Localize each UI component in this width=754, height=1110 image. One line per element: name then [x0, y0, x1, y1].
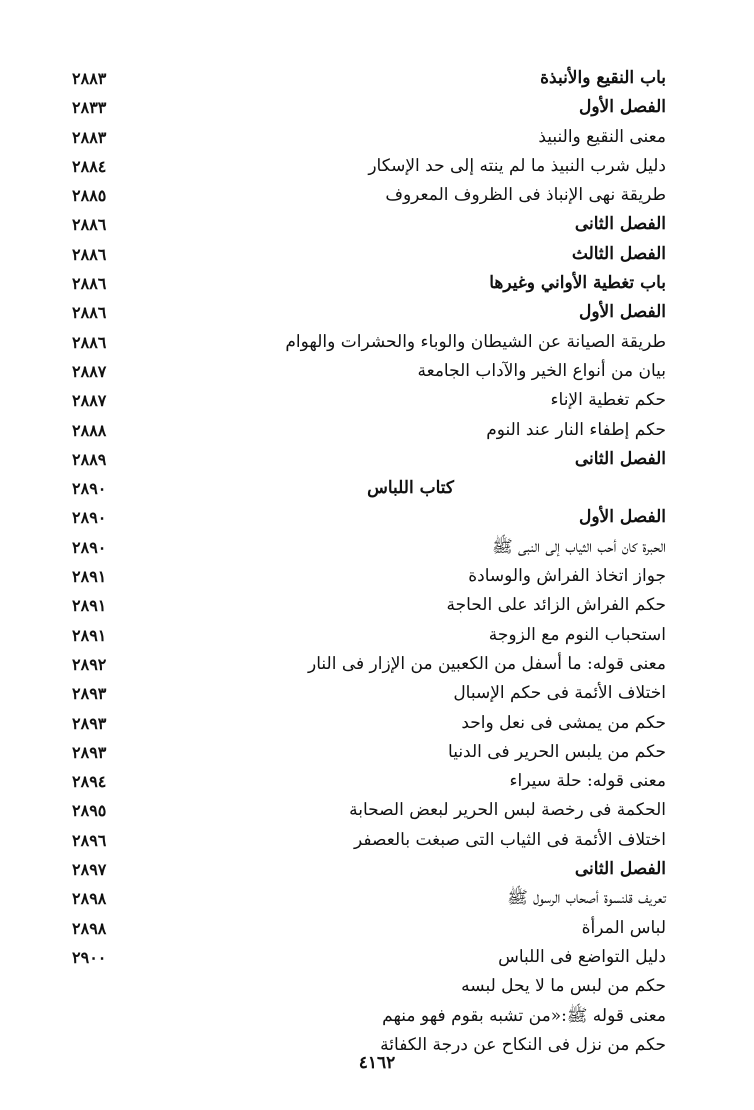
toc-entry-page-number: ٢٨٩١	[72, 625, 107, 645]
toc-row	[0, 884, 754, 913]
section-heading: الفصل الثالث	[571, 243, 666, 264]
toc-entry-page-number: ٢٩٠٠	[72, 947, 107, 967]
toc-entry-page-number: ٢٨٩٢	[72, 654, 107, 674]
section-heading: الفصل الثانى	[574, 214, 666, 235]
toc-entry-title: دليل التواضع فى اللباس	[498, 946, 666, 967]
toc-row	[0, 943, 754, 972]
toc-row	[0, 445, 754, 474]
book-heading: كتاب اللباس	[367, 478, 454, 499]
toc-entry-page-number: ٢٨٩٨	[72, 918, 107, 938]
toc-entry-page-number: ٢٨٨٦	[72, 244, 107, 264]
toc-entry-title: معنى قوله ﷺ:«من تشبه بقوم فهو منهم	[382, 1005, 666, 1026]
toc-row	[0, 416, 754, 445]
toc-row	[0, 591, 754, 620]
toc-entry-page-number: ٢٨٩٠	[72, 479, 107, 499]
toc-entry-title: لباس المرأة	[581, 917, 666, 938]
toc-row	[0, 386, 754, 415]
table-of-contents	[0, 64, 754, 1060]
toc-entry-page-number: ٢٨٨٦	[72, 332, 107, 352]
page-number: ٤١٦٢	[358, 1053, 396, 1073]
toc-entry-page-number: ٢٨٩٠	[72, 537, 107, 557]
toc-entry-page-number: ٢٨٨٣	[72, 69, 107, 88]
toc-row	[0, 474, 754, 503]
toc-entry-title: دليل شرب النبيذ ما لم ينته إلى حد الإسكار	[368, 155, 666, 176]
toc-entry-page-number: ٢٨٨٨	[72, 420, 107, 440]
toc-entry-page-number: ٢٨٨٦	[72, 303, 107, 323]
toc-entry-page-number: ٢٨٨٧	[72, 391, 107, 411]
toc-entry-title: حكم من لبس ما لا يحل لبسه	[461, 976, 666, 997]
toc-entry-title: حكم الفراش الزائد على الحاجة	[446, 595, 666, 616]
toc-entry-title: تعريف قلنسوة أصحاب الرسول ﷺ	[507, 888, 666, 909]
section-heading: الفصل الأول	[578, 302, 666, 323]
toc-row	[0, 240, 754, 269]
section-heading: الفصل الأول	[578, 97, 666, 118]
toc-entry-page-number: ٢٨٩٥	[72, 801, 107, 821]
toc-row	[0, 709, 754, 738]
toc-entry-title: اختلاف الأئمة فى حكم الإسبال	[453, 683, 666, 704]
toc-row	[0, 767, 754, 796]
toc-row	[0, 93, 754, 122]
toc-row	[0, 826, 754, 855]
toc-entry-page-number: ٢٨٩٨	[72, 889, 107, 909]
toc-entry-page-number: ٢٨٨٣	[72, 127, 107, 147]
toc-entry-title: حكم من نزل فى النكاح عن درجة الكفائة	[380, 1034, 666, 1055]
toc-row	[0, 1002, 754, 1031]
toc-entry-page-number: ٢٨٣٣	[72, 98, 107, 118]
toc-entry-page-number: ٢٨٩٣	[72, 713, 107, 733]
toc-entry-page-number: ٢٨٨٩	[72, 449, 107, 469]
toc-entry-page-number: ٢٨٩٣	[72, 684, 107, 704]
toc-entry-title: معنى قوله: ما أسفل من الكعبين من الإزار فى النار	[308, 653, 666, 674]
toc-entry-page-number: ٢٨٩٧	[72, 860, 107, 880]
toc-row	[0, 181, 754, 210]
toc-entry-title: بيان من أنواع الخير والآداب الجامعة	[417, 360, 666, 381]
toc-row	[0, 562, 754, 591]
toc-entry-title: حكم من يمشى فى نعل واحد	[461, 712, 666, 733]
toc-entry-page-number: ٢٨٨٦	[72, 215, 107, 235]
toc-entry-title: حكم من يلبس الحرير فى الدنيا	[448, 741, 666, 762]
toc-entry-page-number: ٢٨٩٣	[72, 742, 107, 762]
toc-entry-page-number: ٢٨٨٥	[72, 186, 107, 206]
toc-entry-page-number: ٢٨٩١	[72, 567, 107, 587]
toc-entry-title: اختلاف الأئمة فى الثياب التى صبغت بالعصفر	[354, 829, 666, 850]
toc-row	[0, 679, 754, 708]
section-heading: الفصل الثانى	[574, 859, 666, 880]
toc-entry-title: استحباب النوم مع الزوجة	[488, 624, 666, 645]
toc-entry-page-number: ٢٨٨٤	[72, 156, 107, 176]
toc-row	[0, 796, 754, 825]
toc-row	[0, 328, 754, 357]
toc-row	[0, 533, 754, 562]
toc-entry-page-number: ٢٨٨٧	[72, 361, 107, 381]
toc-row	[0, 269, 754, 298]
toc-row	[0, 855, 754, 884]
toc-row	[0, 650, 754, 679]
toc-row	[0, 621, 754, 650]
toc-entry-title: معنى قوله: حلة سيراء	[509, 771, 666, 792]
toc-entry-title: حكم تغطية الإناء	[550, 390, 666, 411]
toc-row	[0, 503, 754, 532]
toc-row	[0, 210, 754, 239]
toc-row	[0, 64, 754, 93]
toc-entry-page-number: ٢٨٩١	[72, 596, 107, 616]
toc-entry-title: جواز اتخاذ الفراش والوسادة	[468, 566, 666, 587]
section-heading: الفصل الثانى	[574, 448, 666, 469]
section-heading: الفصل الأول	[578, 507, 666, 528]
toc-row	[0, 123, 754, 152]
toc-entry-title: معنى النقيع والنبيذ	[538, 126, 666, 147]
toc-row	[0, 152, 754, 181]
toc-entry-page-number: ٢٨٩٤	[72, 772, 107, 792]
toc-entry-title: الحكمة فى رخصة لبس الحرير لبعض الصحابة	[349, 800, 666, 821]
section-heading: باب النقيع والأنبذة	[540, 68, 666, 88]
toc-entry-page-number: ٢٨٩٦	[72, 830, 107, 850]
toc-entry-title: الحبرة كان أحب الثياب إلى النبى ﷺ	[492, 536, 666, 557]
toc-entry-title: حكم إطفاء النار عند النوم	[486, 419, 666, 440]
toc-entry-title: طريقة الصيانة عن الشيطان والوباء والحشرات والهوام	[285, 331, 666, 352]
toc-row	[0, 357, 754, 386]
toc-entry-page-number: ٢٨٨٦	[72, 274, 107, 294]
section-heading: باب تغطية الأواني وغيرها	[489, 273, 666, 294]
toc-row	[0, 298, 754, 327]
toc-entry-title: طريقة نهى الإنباذ فى الظروف المعروف	[385, 185, 666, 206]
toc-row	[0, 738, 754, 767]
toc-row	[0, 972, 754, 1001]
toc-row	[0, 914, 754, 943]
toc-entry-page-number: ٢٨٩٠	[72, 508, 107, 528]
